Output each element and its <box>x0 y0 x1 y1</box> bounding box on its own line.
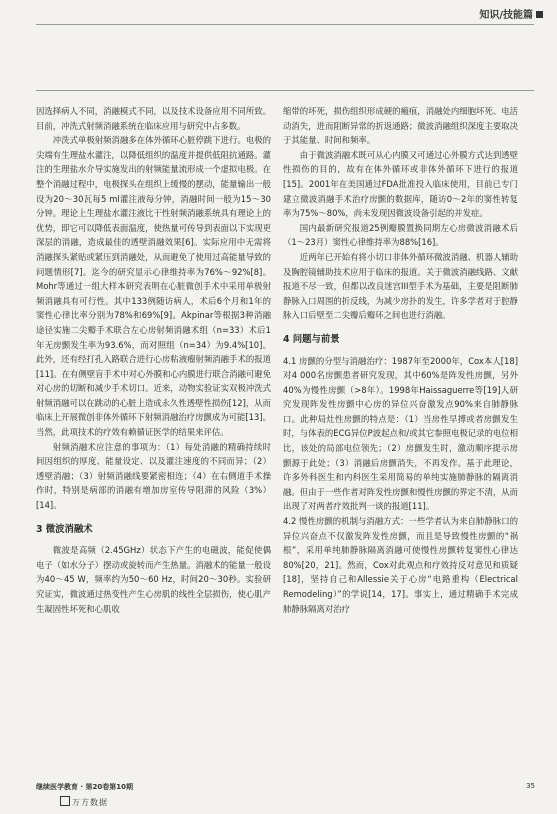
paragraph: 因选择病人不同，消融模式不同，以及技术设备应用不同所致。目前，冲洗式射频消融系统在临床应用与研究中占多数。 <box>36 106 271 131</box>
paragraph: 冲洗式单极射频消融多在体外循环心脏停跳下进行。电极的尖端有生理盐水灌注，以降低组织的温度并提供低阻抗通路。灌注的生理盐水介导实施发出的射频能量流形成一个虚拟电极。在整个消融过程中，电极探头在组织上缓慢的摆动，能量输出一般设为20～30瓦每5 ml灌注液每分钟，消融时间一般为15～30分钟。理论上生理盐水灌注液比干性射频消融系统具有理论上的优势，即它可以降低表面温度，使热量可传导到表面以下实现更深层的消融，造成最佳的透壁消融效果[6]。实际应用中无需将消融探头紧贴或紧压到消融处，从而避免了使用过高能量导致的问题情形[7]。迄今的研究显示心律维持率为76%～92%[8]。Mohr等通过一组大样本研究表明在心脏微创手术中采用单极射频消融具有可行性。其中133例随访病人，术后6个月和1年的窦性心律比率分别为78%和69%[9]。Akpinar等根据3种消融途径实施二尖瓣手术联合左心房射频消融术组（n=33）术后1年无房颤发生率为93.6%，而对照组（n=34）为9.4%[10]。此外，还有经打孔入路联合进行心房粘液瘤射频消融手术的报道[11]。在有侧壁盲手术中对心外膜和心内膜进行联合消融可避免对心房的切断和减少手术切口。近来，动物实验证实双极冲洗式射频消融可以在跳动的心脏上造成永久性透壁性损伤[12]，从而临床上开展微创非体外循环下射频消融治疗房颤成为可能[13]。当然，此项技术的疗效有赖循证医学的结果来评估。 <box>36 135 271 438</box>
paragraph: 缩带的坏死，损伤组织形成硬的瘢痕，消融处内细胞坏死、电活动消失，进而阻断异常的折返通路；微波消融组织深度主要取决于其能量、时间和频率。 <box>283 106 518 146</box>
header-strip <box>0 0 557 24</box>
content-top-rule <box>36 90 534 91</box>
journal-footer: 继续医学教育 · 第20卷第10期 <box>36 783 134 791</box>
left-column <box>36 104 271 616</box>
paragraph: 由于微波消融术既可从心内膜又可通过心外膜方式达到透壁性损伤的目的，故有在体外循环或非体外循环下进行的报道[15]。2001年在美国通过FDA批准投入临床使用，目前已专门建立微波消融手术治疗房颤的数据库，随访0～2年的窦性转复率为75%～80%，尚未发现因微波设备引起的并发症。 <box>283 149 518 219</box>
paragraph: 4.2 慢性房颤的机制与消融方式：一些学者认为来自肺静脉口的异位兴奋点不仅激发阵发性房颤，而且是导致慢性房颤的“祸根”，采用单纯肺静脉隔离消融可使慢性房颤转复窦性心律达80%[20，21]。然而，Cox对此观点和疗效持反对意见和质疑[18]，坚持自己和Allessie关于心房“电路重构（Electrical Remodeling）”的学说[14，17]。事实上，通过精确手术完成肺静脉隔离对治疗 <box>283 516 518 614</box>
paragraph: 4.1 房颤的分型与消融治疗：1987年至2000年，Cox本人[18]对4 000名房颤患者研究发现，其中60%是阵发性房颤，另外40%为慢性房颤（>8年）。1998年Haissaguerre等[19]人研究发现阵发性房颤中心房的异位兴奋激发点90%来自肺静脉口。此种局灶性房颤的特点是：（1）当房性早搏或者房颤发生时，与体表的ECG异位P波起点和/或其它参照电极记录的电位相比，该处的局部电位领先；（2）房颤发生时，激动顺序提示房颤源于此处；（3）消融后房颤消失，不再发作。基于此理论，许多外科医生和内科医生采用简易的单纯实施肺静脉的隔离消融。但由于一些作者对阵发性房颤和慢性房颤的界定不清，从而出现了对两者疗效批判一谈的报道[11]。 <box>283 355 518 512</box>
section-heading: 3 微波消融术 <box>36 523 93 535</box>
paragraph: 国内最新研究报道25例瓣膜置换同期左心房微波消融术后（1～23月）窦性心律维持率为88%[16]。 <box>283 222 518 248</box>
page-number: 35 <box>526 782 535 790</box>
header-rule <box>36 24 534 25</box>
publisher-logo: 万方数据 <box>60 796 108 808</box>
section-label: 知识/技能篇 <box>479 6 543 21</box>
section-marker-icon <box>536 11 543 18</box>
right-column <box>283 104 518 616</box>
paragraph: 射频消融术应注意的事项为：（1）每处消融的精确持续时间因组织的厚度、能量设定、以及灌注速度的不同而异；（2）透壁消融；（3）射频消融线要紧密相连；（4）在右侧道手术操作时，特别是病部的消融有增加房室传导阻滞的风险（3%）[14]。 <box>36 441 271 511</box>
section-heading: 4 问题与前景 <box>283 333 340 345</box>
paragraph: 微波是高频（2.45GHz）状态下产生的电磁波，能促使偶电子（如水分子）摆动或旋转而产生热量。消融术的能量一般设为40～45 W，频率约为50～60 Hz，时间20～30秒。实验研究证实，微波通过热变性产生心房肌的线性全层损伤，使心肌产生凝固性坏死和心肌收 <box>36 545 271 614</box>
paragraph: 近两年已开始有将小切口非体外循环微波消融、机器人辅助及胸腔镜辅助技术应用于临床的报道。关于微波消融线路、文献报道不尽一致，但都以改良迷宫III型手术为基础，主要是阻断肺静脉入口周围的折反线，为减少房扑的发生，许多学者对于腔静脉入口后壁至二尖瓣后瓣环之间也进行消融。 <box>283 251 518 321</box>
logo-box-icon <box>60 796 70 806</box>
